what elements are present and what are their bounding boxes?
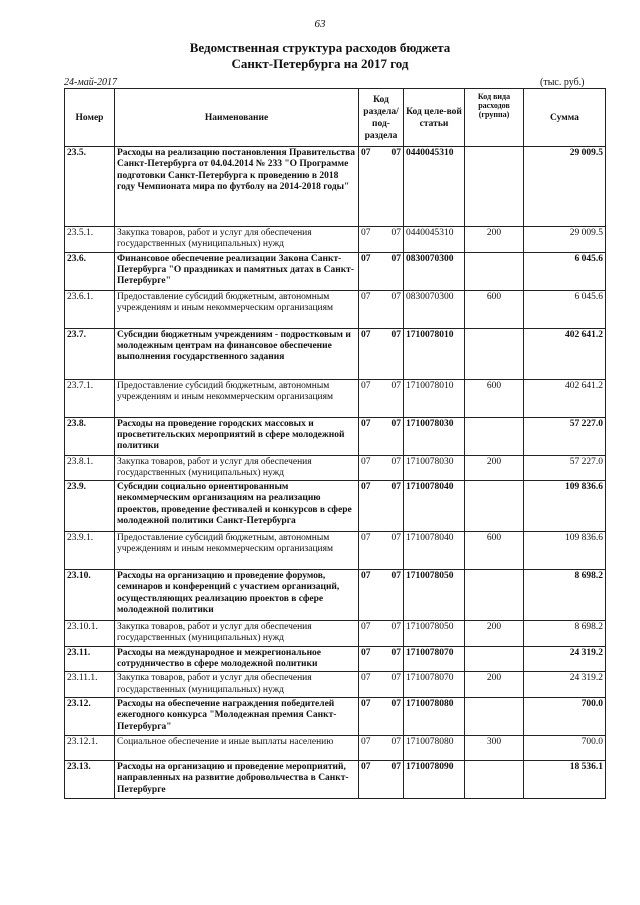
row-number: 23.13. — [65, 760, 115, 798]
row-article: 1710078070 — [404, 646, 465, 672]
row-subrazdel-code: 07 — [391, 380, 401, 391]
row-sum: 402 641.2 — [524, 328, 606, 379]
row-article: 1710078040 — [404, 532, 465, 570]
row-subrazdel-code: 07 — [391, 673, 401, 684]
row-razdel-code: 07 — [361, 761, 371, 772]
row-vid: 200 — [465, 672, 524, 698]
row-subrazdel-code: 07 — [391, 647, 401, 658]
row-name: Расходы на проведение городских массовых и просветительских мероприятий в сфере молодежной политики — [115, 417, 359, 455]
row-article: 1710078030 — [404, 455, 465, 481]
row-name: Расходы на обеспечение награждения победителей ежегодного конкурса "Молодежная премия Санкт-Петербурга" — [115, 697, 359, 735]
row-subrazdel-code: 07 — [391, 533, 401, 544]
row-name: Закупка товаров, работ и услуг для обеспечения государственных (муниципальных) нужд — [115, 227, 359, 253]
row-subrazdel-code: 07 — [391, 418, 401, 429]
row-name: Расходы на организацию и проведение мероприятий, направленных на развитие добровольчества в Санкт-Петербурге — [115, 760, 359, 798]
row-name: Финансовое обеспечение реализации Закона Санкт-Петербурга "О праздниках и памятных датах в Санкт-Петербурге" — [115, 252, 359, 290]
row-sum: 8 698.2 — [524, 621, 606, 647]
row-name: Предоставление субсидий бюджетным, автономным учреждениям и иным некоммерческим организациям — [115, 532, 359, 570]
row-razdel — [359, 481, 404, 532]
row-razdel — [359, 621, 404, 647]
row-razdel — [359, 455, 404, 481]
row-vid: 600 — [465, 379, 524, 417]
row-subrazdel-code: 07 — [391, 698, 401, 709]
row-razdel — [359, 570, 404, 621]
row-razdel — [359, 646, 404, 672]
table-row — [65, 760, 606, 798]
row-number: 23.6. — [65, 252, 115, 290]
row-razdel — [359, 252, 404, 290]
header-number: Номер — [65, 89, 115, 147]
row-number: 23.11.1. — [65, 672, 115, 698]
table-row — [65, 735, 606, 760]
row-subrazdel-code: 07 — [391, 482, 401, 493]
row-article: 1710078070 — [404, 672, 465, 698]
title-line-2: Санкт-Петербурга на 2017 год — [231, 56, 409, 71]
row-article: 1710078080 — [404, 697, 465, 735]
row-razdel-code: 07 — [361, 418, 371, 429]
row-subrazdel-code: 07 — [391, 736, 401, 747]
row-number: 23.5.1. — [65, 227, 115, 253]
row-razdel-code: 07 — [361, 736, 371, 747]
row-sum: 402 641.2 — [524, 379, 606, 417]
row-subrazdel-code: 07 — [391, 228, 401, 238]
row-subrazdel-code: 07 — [391, 622, 401, 633]
row-article: 0440045310 — [404, 147, 465, 227]
header-sum: Сумма — [524, 89, 606, 147]
row-number: 23.6.1. — [65, 290, 115, 328]
row-razdel — [359, 147, 404, 227]
row-subrazdel-code: 07 — [391, 761, 401, 772]
row-sum: 57 227.0 — [524, 417, 606, 455]
row-name: Закупка товаров, работ и услуг для обеспечения государственных (муниципальных) нужд — [115, 621, 359, 647]
row-number: 23.8.1. — [65, 455, 115, 481]
row-number: 23.12.1. — [65, 735, 115, 760]
row-sum: 109 836.6 — [524, 532, 606, 570]
budget-table — [64, 88, 606, 799]
row-name: Субсидии бюджетным учреждениям - подростковым и молодежным центрам на финансовое обеспечение выполнения государственного задания — [115, 328, 359, 379]
row-sum: 29 009.5 — [524, 227, 606, 253]
row-vid — [465, 646, 524, 672]
row-sum: 24 319.2 — [524, 646, 606, 672]
table-row — [65, 455, 606, 481]
table-row — [65, 646, 606, 672]
row-sum: 6 045.6 — [524, 252, 606, 290]
row-number: 23.10. — [65, 570, 115, 621]
row-vid — [465, 328, 524, 379]
row-article: 1710078040 — [404, 481, 465, 532]
row-vid — [465, 252, 524, 290]
row-vid: 200 — [465, 621, 524, 647]
row-sum: 29 009.5 — [524, 147, 606, 227]
row-sum: 6 045.6 — [524, 290, 606, 328]
row-sum: 700.0 — [524, 735, 606, 760]
header-article: Код целе-вой статьи — [404, 89, 465, 147]
header-name: Наименование — [115, 89, 359, 147]
row-razdel-code: 07 — [361, 329, 371, 340]
row-razdel-code: 07 — [361, 622, 371, 633]
row-razdel-code: 07 — [361, 228, 371, 238]
document-date: 24-май-2017 — [64, 77, 118, 88]
row-sum: 18 536.1 — [524, 760, 606, 798]
table-row — [65, 328, 606, 379]
row-name: Предоставление субсидий бюджетным, автономным учреждениям и иным некоммерческим организациям — [115, 379, 359, 417]
row-article: 1710078090 — [404, 760, 465, 798]
table-row — [65, 379, 606, 417]
row-name: Предоставление субсидий бюджетным, автономным учреждениям и иным некоммерческим организациям — [115, 290, 359, 328]
row-subrazdel-code: 07 — [391, 329, 401, 340]
row-article: 1710078050 — [404, 621, 465, 647]
header-vid: Код вида расходов (группа) — [465, 89, 524, 147]
row-number: 23.7.1. — [65, 379, 115, 417]
row-vid: 600 — [465, 532, 524, 570]
row-razdel-code: 07 — [361, 380, 371, 391]
row-article: 0830070300 — [404, 252, 465, 290]
row-razdel-code: 07 — [361, 698, 371, 709]
row-name: Расходы на организацию и проведение форумов, семинаров и конференций с участием организаций, осуществляющих реализацию проектов в сфере молодежной политики — [115, 570, 359, 621]
row-razdel — [359, 697, 404, 735]
row-vid: 200 — [465, 227, 524, 253]
row-article: 0440045310 — [404, 227, 465, 253]
row-number: 23.12. — [65, 697, 115, 735]
row-subrazdel-code: 07 — [391, 148, 401, 158]
row-razdel — [359, 735, 404, 760]
row-vid — [465, 417, 524, 455]
row-razdel — [359, 290, 404, 328]
row-name: Субсидии социально ориентированным некоммерческим организациям на реализацию проектов, проведение фестивалей и конкурсов в сфере молодежной политики Санкт-Петербурга — [115, 481, 359, 532]
row-article: 1710078010 — [404, 379, 465, 417]
row-name: Расходы на международное и межрегиональное сотрудничество в сфере молодежной политики — [115, 646, 359, 672]
header-razdel: Код раздела/ под-раздела — [359, 89, 404, 147]
row-article: 1710078050 — [404, 570, 465, 621]
row-razdel-code: 07 — [361, 533, 371, 544]
row-razdel-code: 07 — [361, 456, 371, 467]
row-name: Закупка товаров, работ и услуг для обеспечения государственных (муниципальных) нужд — [115, 455, 359, 481]
row-vid — [465, 570, 524, 621]
row-vid: 200 — [465, 455, 524, 481]
table-row — [65, 227, 606, 253]
row-subrazdel-code: 07 — [391, 571, 401, 582]
row-razdel-code: 07 — [361, 482, 371, 493]
row-sum: 109 836.6 — [524, 481, 606, 532]
table-row — [65, 672, 606, 698]
row-article: 0830070300 — [404, 290, 465, 328]
row-razdel-code: 07 — [361, 253, 371, 264]
row-name: Социальное обеспечение и иные выплаты населению — [115, 735, 359, 760]
row-razdel-code: 07 — [361, 291, 371, 302]
row-razdel — [359, 417, 404, 455]
row-vid: 300 — [465, 735, 524, 760]
title-line-1: Ведомственная структура расходов бюджета — [189, 40, 451, 55]
table-row — [65, 621, 606, 647]
row-vid: 600 — [465, 290, 524, 328]
row-number: 23.11. — [65, 646, 115, 672]
table-row — [65, 532, 606, 570]
row-vid — [465, 697, 524, 735]
row-subrazdel-code: 07 — [391, 291, 401, 302]
row-number: 23.8. — [65, 417, 115, 455]
document-title — [0, 40, 640, 72]
row-number: 23.10.1. — [65, 621, 115, 647]
row-razdel — [359, 379, 404, 417]
row-number: 23.5. — [65, 147, 115, 227]
row-name: Расходы на реализацию постановления Правительства Санкт-Петербурга от 04.04.2014 № 233 "О Программе подготовки Санкт-Петербурга к проведению в 2018 году Чемпионата мира по футболу на 2014-2018 годы" — [115, 147, 359, 227]
row-sum: 24 319.2 — [524, 672, 606, 698]
table-row — [65, 570, 606, 621]
table-row — [65, 147, 606, 227]
row-vid — [465, 481, 524, 532]
row-razdel — [359, 227, 404, 253]
page-number: 63 — [314, 18, 326, 30]
row-article: 1710078010 — [404, 328, 465, 379]
row-vid — [465, 147, 524, 227]
row-subrazdel-code: 07 — [391, 253, 401, 264]
table-row — [65, 290, 606, 328]
row-razdel — [359, 532, 404, 570]
table-row — [65, 697, 606, 735]
table-row — [65, 252, 606, 290]
row-number: 23.7. — [65, 328, 115, 379]
row-vid — [465, 760, 524, 798]
units-label: (тыс. руб.) — [540, 77, 585, 88]
row-razdel — [359, 672, 404, 698]
row-article: 1710078080 — [404, 735, 465, 760]
row-article: 1710078030 — [404, 417, 465, 455]
row-razdel-code: 07 — [361, 673, 371, 684]
row-name: Закупка товаров, работ и услуг для обеспечения государственных (муниципальных) нужд — [115, 672, 359, 698]
table-body — [65, 147, 606, 799]
row-razdel-code: 07 — [361, 647, 371, 658]
row-razdel-code: 07 — [361, 148, 371, 158]
table-header-row — [65, 89, 606, 147]
row-number: 23.9. — [65, 481, 115, 532]
row-razdel-code: 07 — [361, 571, 371, 582]
row-razdel — [359, 328, 404, 379]
row-razdel — [359, 760, 404, 798]
row-sum: 57 227.0 — [524, 455, 606, 481]
row-sum: 8 698.2 — [524, 570, 606, 621]
table-row — [65, 481, 606, 532]
row-number: 23.9.1. — [65, 532, 115, 570]
row-subrazdel-code: 07 — [391, 456, 401, 467]
row-sum: 700.0 — [524, 697, 606, 735]
table-row — [65, 417, 606, 455]
